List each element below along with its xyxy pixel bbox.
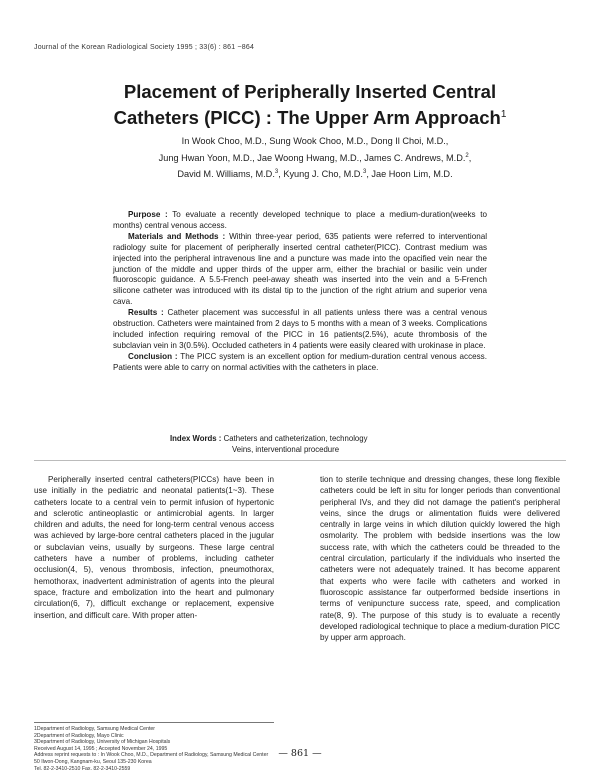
page-number: — 861 — [278, 748, 322, 759]
author-list [90, 134, 540, 182]
body-paragraph-left: Peripherally inserted central catheters(PICCs) have been in use initially in the pediatric and neonatal patients(1~3). These catheters locate to a central vein to permit infusion of hypertonic and sclerotic antineoplastic or antimicrobial agents. In larger children and adults, the need for long-term central venous access was achieved by large-bore central catheters placed in the jugular or subclavian veins, usually by surgeons. These large central catheters have a number of problems, including catheter occlusion(4, 5), venous thrombosis, infection, pneumothorax, hemothorax, inadvertent administration of agents into the pleural space, fracture and embolization into the heart and pulmonary circulation(6, 7), difficult exchange or replacement, expensive insertion, and difficult care. With proper atten- [34, 475, 274, 620]
footnote-line: 2Department of Radiology, Mayo Clinic [34, 732, 124, 739]
index-words-label: Index Words : [170, 434, 222, 443]
abstract-conclusion: Conclusion : The PICC system is an excellent option for medium-duration central venous access. Patients were able to carry on normal activities with the catheters in place. [113, 351, 487, 372]
index-words-line-1: Catheters and catheterization, technology [223, 434, 368, 443]
footnote-line: 50 Ilwon-Dong, Kangnam-ku, Seoul 135-230 Korea [34, 758, 152, 765]
footnote-line: Tel. 82-2-3410-2510 Fax. 82-2-3410-2559 [34, 765, 131, 772]
abstract-results: Results : Catheter placement was successful in all patients unless there was a central venous obstruction. Catheters were maintained from 2 days to 5 months with a mean of 3 weeks. Complications included infection requiring removal of the PICC in 16 patients(2.5%), acute thrombosis of the subclavian vein in 3(0.5%). Occluded catheters in 4 patients were easily cleared with urokinase in place. [113, 308, 488, 350]
abstract [113, 210, 487, 374]
footnote-line: Received August 14, 1995 ; Accepted November 24, 1995 [34, 745, 168, 752]
body-column-left [34, 474, 274, 714]
footnote-line: 3Department of Radiology, University of Michigan Hospitals [34, 739, 171, 746]
body-paragraph-right: tion to sterile technique and dressing changes, these long flexible catheters could be left in situ for longer periods than conventional peripheral IVs, and they did not damage the patient's peripheral veins, since the drugs or alimentation fluids were delivered centrally in large veins in which dilution quickly lowered the high osmolarity. The problem with bedside insertions was the low success rate, with which the catheters could be threaded to the central circulation, particularly if the individuals who inserted the catheters were not adequately trained. It has become apparent that experts who were facile with catheters and worked in fluoroscopic assistance far outperformed bedside insertions in terms of venipuncture success rate, speed, and complication rate(8, 9). The purpose of this study is to evaluate a recently developed radiological technique to place a medium-duration PICC by upper arm approach. [320, 475, 560, 643]
title-line-2: Catheters (PICC) : The Upper Arm Approach$^1$ [113, 107, 507, 129]
article-title [40, 80, 580, 129]
body-column-right [320, 474, 560, 643]
title-line-1: Placement of Peripherally Inserted Central [123, 81, 497, 102]
footnote-line: Address reprint requests to : In Wook Choo, M.D., Department of Radiology, Samsung Medical Center [34, 752, 269, 759]
abstract-methods: Materials and Methods : Within three-year period, 635 patients were referred to interventional radiology suite for placement of peripherally inserted central catheter(PICC). Contrast medium was injected into the peripheral intravenous line and a puncture was made into the opacified vein near the junction of the middle and upper thirds of the upper arm, either the brachial or basilic vein under fluoroscopic guidance. A 5.5-French peel-away sheath was inserted into the vein and a 5-French silicone catheter was introduced with its distal tip to the junction of the right atrium and superior vena cava. [113, 231, 488, 307]
footnote-line: 1Department of Radiology, Samsung Medical Center [34, 726, 156, 732]
journal-header: Journal of the Korean Radiological Society 1995 ; 33(6) : 861 ~864 [34, 44, 255, 51]
index-words-line-2: Veins, interventional procedure [232, 444, 340, 454]
abstract-purpose: Purpose : To evaluate a recently developed technique to place a medium-duration(weeks to months) central venous access. [113, 210, 488, 230]
author-line-2: Jung Hwan Yoon, M.D., Jae Woong Hwang, M.D., James C. Andrews, M.D.$^2$, [158, 152, 472, 163]
section-divider [34, 460, 566, 461]
index-words [170, 434, 550, 455]
author-line-1: In Wook Choo, M.D., Sung Wook Choo, M.D., Dong Il Choi, M.D., [181, 136, 449, 146]
author-line-3: David M. Williams, M.D.$^3$, Kyung J. Cho, M.D.$^3$, Jae Hoon Lim, M.D. [177, 169, 453, 180]
title-footnote-mark: 1 [500, 109, 507, 120]
